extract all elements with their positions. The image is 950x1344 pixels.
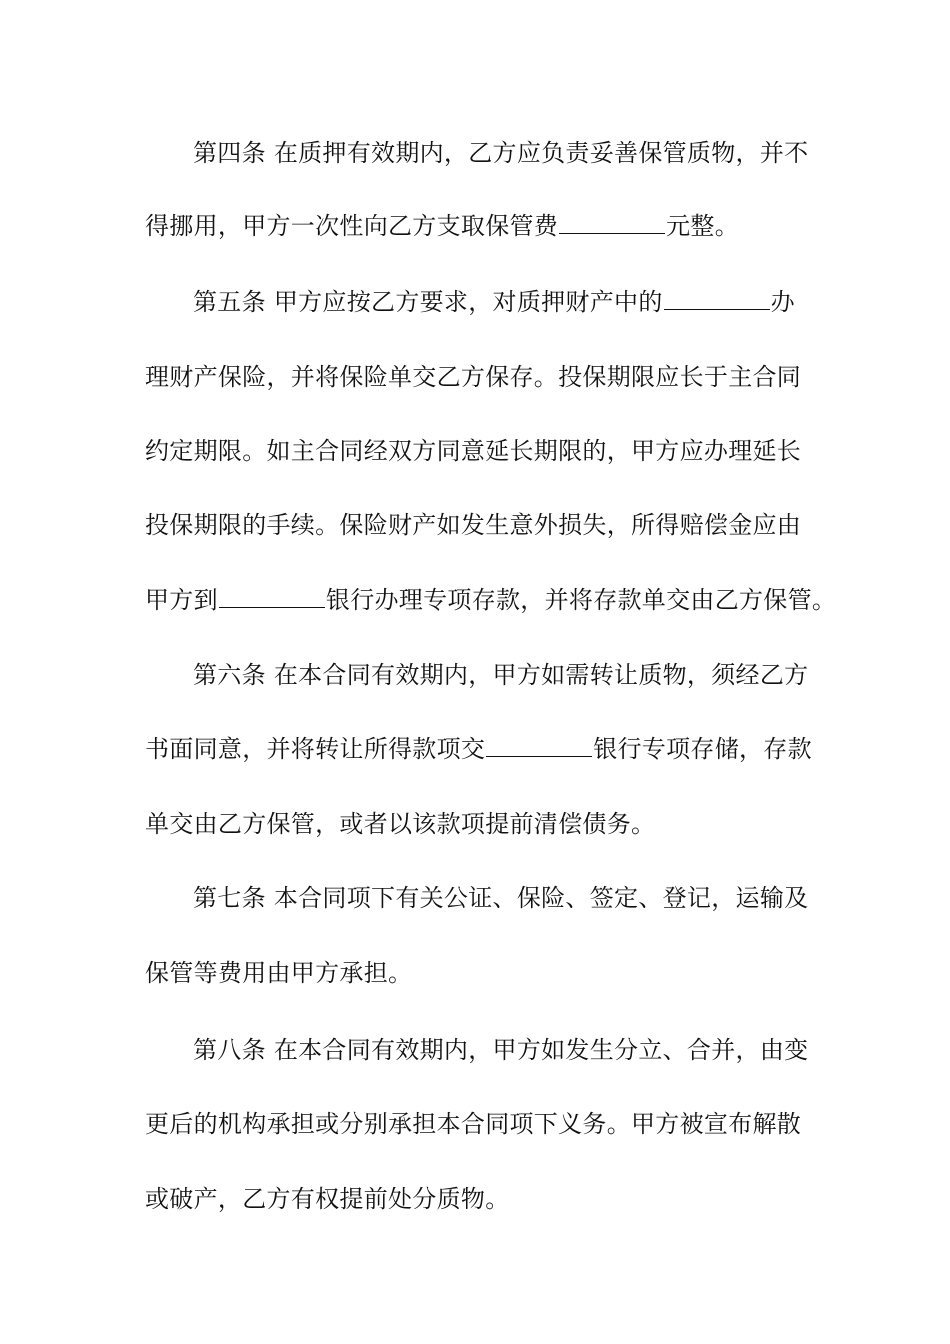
fill-in-blank[interactable] <box>664 287 770 310</box>
fill-in-blank[interactable] <box>219 585 325 608</box>
article-6-line-1 <box>193 659 873 691</box>
text: 第四条 在质押有效期内，乙方应负责妥善保管质物，并不 <box>193 139 809 167</box>
article-5-line-1 <box>193 286 873 318</box>
text: 第七条 本合同项下有关公证、保险、签定、登记，运输及 <box>193 884 809 912</box>
text: 办 <box>770 288 795 316</box>
text: 投保期限的手续。保险财产如发生意外损失，所得赔偿金应由 <box>145 511 802 539</box>
article-5-line-3 <box>145 435 825 467</box>
text: 银行专项存储，存款 <box>593 735 812 763</box>
text: 第六条 在本合同有效期内，甲方如需转让质物，须经乙方 <box>193 661 809 689</box>
text: 保管等费用由甲方承担。 <box>145 959 413 987</box>
fill-in-blank[interactable] <box>559 211 665 234</box>
article-5-line-2 <box>145 361 825 393</box>
article-6-line-3 <box>145 808 825 840</box>
text: 第八条 在本合同有效期内，甲方如发生分立、合并，由变 <box>193 1036 809 1064</box>
article-4-line-1 <box>193 137 873 169</box>
text: 甲方到 <box>145 586 218 614</box>
article-7-line-2 <box>145 957 825 989</box>
text: 更后的机构承担或分别承担本合同项下义务。甲方被宣布解散 <box>145 1110 802 1138</box>
text: 银行办理专项存款，并将存款单交由乙方保管。 <box>325 586 837 614</box>
text: 单交由乙方保管，或者以该款项提前清偿债务。 <box>145 810 656 838</box>
article-5-line-4 <box>145 509 825 541</box>
text: 元整。 <box>666 212 740 240</box>
fill-in-blank[interactable] <box>486 734 592 757</box>
text: 理财产保险，并将保险单交乙方保存。投保期限应长于主合同 <box>145 363 802 391</box>
text: 书面同意，并将转让所得款项交 <box>145 735 486 763</box>
article-8-line-2 <box>145 1108 825 1140</box>
article-8-line-1 <box>193 1034 873 1066</box>
article-6-line-2 <box>145 733 825 765</box>
text: 得挪用，甲方一次性向乙方支取保管费 <box>145 212 559 240</box>
text: 或破产，乙方有权提前处分质物。 <box>145 1185 510 1213</box>
article-8-line-3 <box>145 1183 825 1215</box>
article-5-line-5 <box>145 584 837 616</box>
text: 第五条 甲方应按乙方要求，对质押财产中的 <box>193 288 663 316</box>
article-7-line-1 <box>193 882 873 914</box>
text: 约定期限。如主合同经双方同意延长期限的，甲方应办理延长 <box>145 437 802 465</box>
article-4-line-2 <box>145 210 825 242</box>
